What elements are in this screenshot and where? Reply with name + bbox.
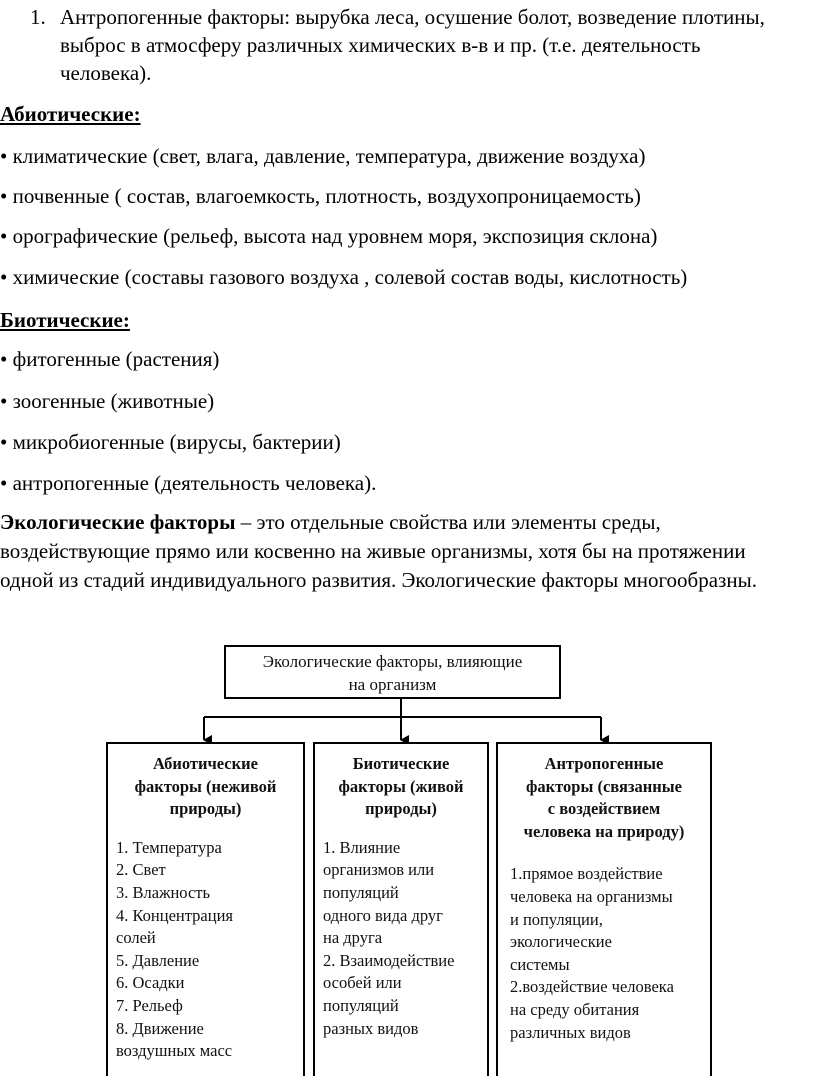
box-title-line: Антропогенные (544, 754, 664, 773)
root-box-line: Экологические факторы, влияющие (262, 652, 523, 671)
box-item: популяций (323, 882, 399, 902)
biotic-heading: Биотические: (0, 308, 130, 332)
abiotic-factors-box (106, 742, 305, 1076)
box-title (108, 744, 303, 821)
box-item: 7. Рельеф (116, 995, 183, 1015)
biotic-factors-box (313, 742, 489, 1076)
box-item: 2.воздействие человека (510, 977, 674, 997)
box-item: 2. Свет (116, 860, 166, 880)
box-item: человека на организмы (510, 886, 673, 906)
box-item: 6. Осадки (116, 973, 185, 993)
root-box-line: на организм (348, 675, 437, 694)
box-item: 1. Влияние (323, 837, 401, 857)
definition-term: Экологические факторы (0, 510, 236, 534)
box-title-line: Биотические (352, 754, 450, 773)
abiotic-heading: Абиотические: (0, 102, 141, 126)
diagram-root-box (224, 645, 561, 699)
box-item: организмов или (323, 860, 435, 880)
biotic-item: • микробиогенные (вирусы, бактерии) (0, 430, 341, 454)
box-item: на друга (323, 928, 383, 948)
box-item: воздушных масс (116, 1041, 233, 1061)
abiotic-item: • химические (составы газового воздуха , солевой состав воды, кислотность) (0, 265, 688, 289)
anthropogenic-factors-box (496, 742, 712, 1076)
box-item: 3. Влажность (116, 882, 211, 902)
box-title-line: с воздействием (547, 799, 661, 819)
box-title-line: факторы (неживой (134, 776, 277, 796)
box-items (108, 837, 303, 1063)
box-item: солей (116, 928, 156, 948)
item-number: 1. (30, 5, 46, 29)
box-item: на среду обитания (510, 999, 640, 1019)
box-title-line: человека на природу) (523, 821, 685, 841)
biotic-item: • фитогенные (растения) (0, 347, 220, 371)
box-item: и популяции, (510, 909, 603, 929)
box-item: различных видов (510, 1022, 631, 1042)
box-items (498, 863, 710, 1044)
item-text: Антропогенные факторы: вырубка леса, осушение болот, возведение плотины, выброс в атмосферу различных химических в-в и пр. (т.е. деятельность человека). (60, 5, 765, 85)
definition-text: – это отдельные свойства или элементы среды, воздействующие прямо или косвенно на живые организмы, хотя бы на протяжении одной из стадий индивидуального развития. Экологические факторы многообразны. (0, 510, 757, 592)
box-title-line: Абиотические (153, 754, 258, 773)
box-item: системы (510, 954, 570, 974)
box-item: экологические (510, 932, 612, 952)
box-items (315, 837, 487, 1040)
box-item: 4. Концентрация (116, 905, 233, 925)
abiotic-item: • орографические (рельеф, высота над уровнем моря, экспозиция склона) (0, 224, 658, 248)
box-title-line: природы) (365, 799, 437, 819)
abiotic-item: • климатические (свет, влага, давление, температура, движение воздуха) (0, 144, 646, 168)
box-item: 5. Давление (116, 950, 200, 970)
box-title-line: факторы (связанные (525, 776, 683, 796)
biotic-item: • зоогенные (животные) (0, 389, 215, 413)
biotic-item: • антропогенные (деятельность человека). (0, 471, 377, 495)
box-item: 1. Температура (116, 837, 222, 857)
box-title (498, 744, 710, 843)
box-item: популяций (323, 995, 399, 1015)
box-title-line: природы) (169, 799, 242, 819)
box-item: 8. Движение (116, 1018, 204, 1038)
abiotic-item: • почвенные ( состав, влагоемкость, плотность, воздухопроницаемость) (0, 184, 641, 208)
box-item: особей или (323, 973, 402, 993)
box-item: разных видов (323, 1018, 419, 1038)
box-title-line: факторы (живой (338, 776, 464, 796)
box-item: одного вида друг (323, 905, 443, 925)
box-item: 2. Взаимодействие (323, 950, 455, 970)
box-item: 1.прямое воздействие (510, 864, 663, 884)
box-title (315, 744, 487, 821)
